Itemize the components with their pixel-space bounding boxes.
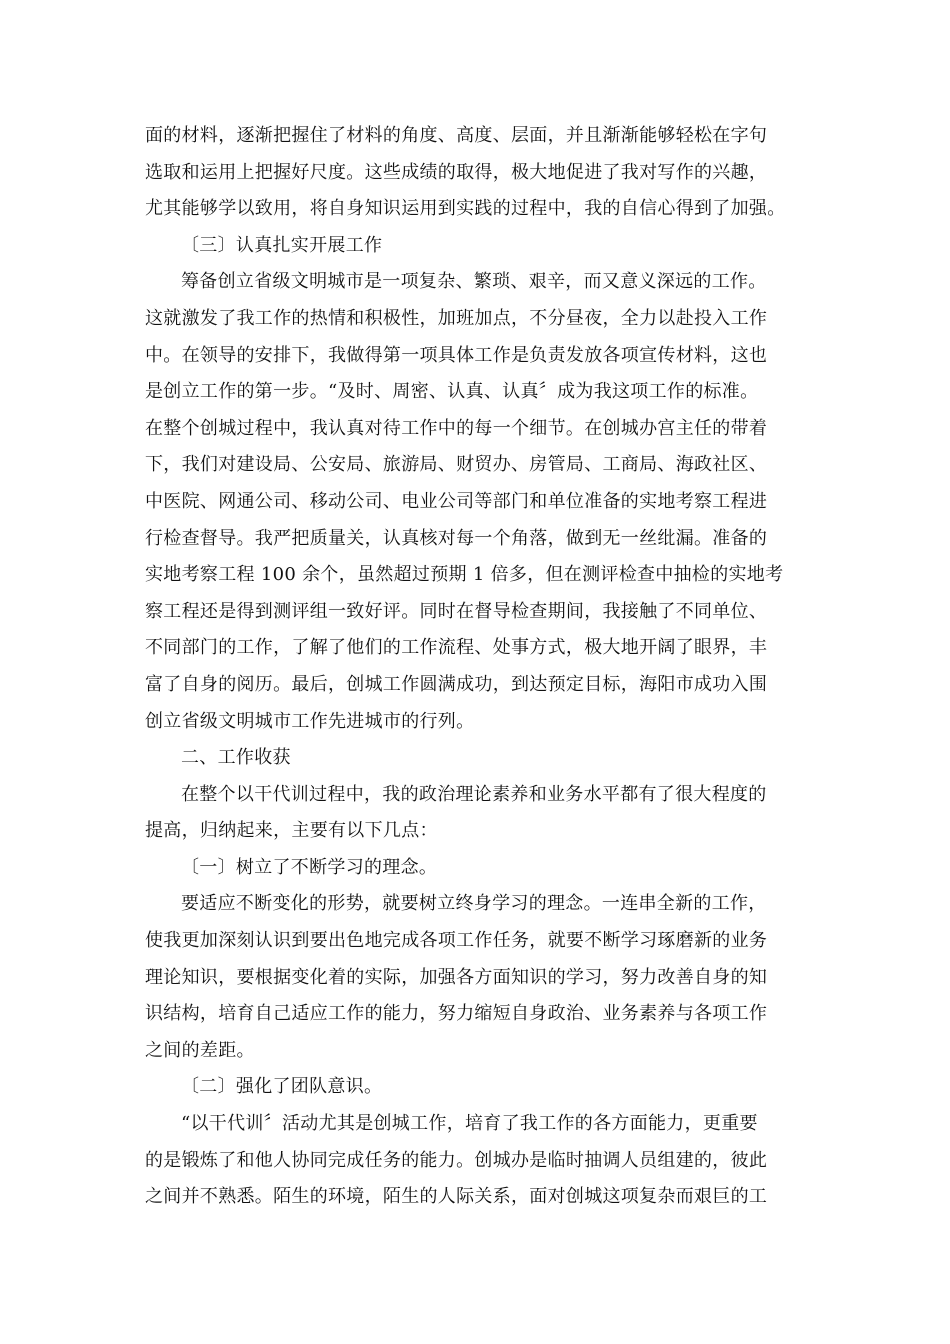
text-line: 二、工作收获 [181,747,291,769]
text-line: 之间的差距。 [145,1039,255,1061]
text-line: 〔三〕认真扎实开展工作 [181,234,383,256]
text-line: “以干代训〞活动尤其是创城工作，培育了我工作的各方面能力，更重要 [181,1113,758,1135]
text-line: 中医院、网通公司、移动公司、电业公司等部门和单位准备的实地考察工程进 [145,490,768,512]
text-line: 〔一〕树立了不断学习的理念。 [181,856,438,878]
text-line: 筹备创立省级文明城市是一项复杂、繁琐、艰辛，而又意义深远的工作。 [181,271,767,293]
text-line: 之间并不熟悉。陌生的环境，陌生的人际关系，面对创城这项复杂而艰巨的工 [145,1186,768,1208]
text-line: 使我更加深刻认识到要出色地完成各项工作任务，就要不断学习琢磨新的业务 [145,930,768,952]
text-line: 这就激发了我工作的热情和积极性，加班加点，不分昼夜，全力以赴投入工作 [145,307,768,329]
text-line: 察工程还是得到测评组一致好评。同时在督导检查期间，我接触了不同单位、 [145,600,768,622]
text-line: 面的材料，逐渐把握住了材料的角度、高度、层面，并且渐渐能够轻松在字句 [145,125,768,146]
text-line: 提高，归纳起来，主要有以下几点： [145,820,438,842]
text-line: 下，我们对建设局、公安局、旅游局、财贸办、房管局、工商局、海政社区、 [145,454,768,476]
text-line: 识结构，培育自己适应工作的能力，努力缩短自身政治、业务素养与各项工作 [145,1003,768,1025]
text-line: 要适应不断变化的形势，就要树立终身学习的理念。一连串全新的工作， [181,893,767,915]
text-line: 选取和运用上把握好尺度。这些成绩的取得，极大地促进了我对写作的兴趣， [145,161,768,183]
text-line: 尤其能够学以致用，将自身知识运用到实践的过程中，我的自信心得到了加强。 [145,198,786,220]
text-line: 中。在领导的安排下，我做得第一项具体工作是负责发放各项宣传材料，这也 [145,344,768,366]
body-text [145,118,800,1216]
text-line: 富了自身的阅历。最后，创城工作圆满成功，到达预定目标，海阳市成功入围 [145,673,768,695]
text-line: 实地考察工程 100 余个，虽然超过预期 1 倍多，但在测评检查中抽检的实地考 [145,564,784,586]
text-line: 〔二〕强化了团队意识。 [181,1076,383,1098]
text-line: 理论知识，要根据变化着的实际，加强各方面知识的学习，努力改善自身的知 [145,966,768,988]
text-line: 在整个创城过程中，我认真对待工作中的每一个细节。在创城办宫主任的带着 [145,417,768,439]
text-line: 在整个以干代训过程中，我的政治理论素养和业务水平都有了很大程度的 [181,783,767,805]
text-line: 不同部门的工作，了解了他们的工作流程、处事方式，极大地开阔了眼界，丰 [145,637,768,659]
text-line: 行检查督导。我严把质量关，认真核对每一个角落，做到无一丝纰漏。准备的 [145,527,768,549]
text-line: 是创立工作的第一步。“及时、周密、认真、认真〞成为我这项工作的标准。 [145,381,759,403]
text-line: 创立省级文明城市工作先进城市的行列。 [145,710,475,732]
text-line: 的是锻炼了和他人协同完成任务的能力。创城办是临时抽调人员组建的，彼此 [145,1149,768,1171]
